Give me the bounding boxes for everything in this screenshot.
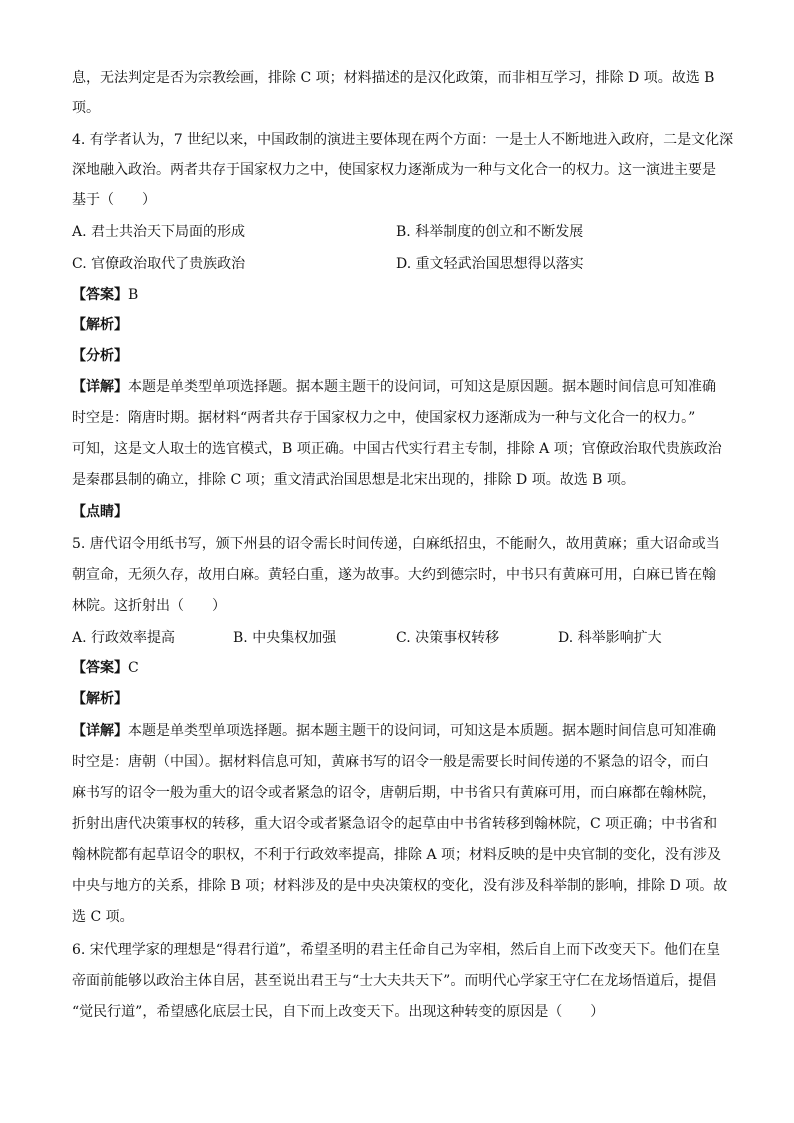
q4-dianjing-tag: 【点睛】	[72, 504, 128, 520]
q5-answer	[72, 658, 139, 678]
q5-option-a: A. 行政效率提高	[72, 630, 176, 646]
q4-analysis-tag: 【解析】	[72, 317, 128, 333]
q4-option-c: C. 官僚政治取代了贵族政治	[72, 256, 246, 272]
q5-detail-line-1	[72, 721, 716, 741]
q5-detail-line-7: 选 C 项。	[72, 909, 134, 925]
q4-detail-line-3: 可知，这是文人取士的选官模式，B 项正确。中国古代实行君主专制，排除 A 项；官僚政治取代贵族政治	[72, 441, 722, 457]
q5-stem-line-3: 林院。这折射出（ ）	[72, 598, 226, 614]
q5-detail-line-5: 翰林院都有起草诏令的职权，不利于行政效率提高，排除 A 项；材料反映的是中央官制的变化，没有涉及	[72, 847, 722, 863]
q5-option-d: D. 科举影响扩大	[558, 630, 662, 646]
q5-analysis-tag: 【解析】	[72, 691, 128, 707]
q5-stem-line-2: 朝宣命，无须久存，故用白麻。黄轻白重，遂为故事。大约到德宗时，中书只有黄麻可用，白麻已皆在翰	[72, 567, 716, 583]
q4-fenxi-tag: 【分析】	[72, 348, 128, 364]
detail-text: 本题是单类型单项选择题。据本题主题干的设问词，可知这是原因题。据本题时间信息可知准确	[128, 379, 716, 395]
answer-value: B	[128, 287, 139, 303]
q4-answer	[72, 285, 138, 305]
q4-stem-line-1: 4. 有学者认为，7 世纪以来，中国政制的演进主要体现在两个方面：一是士人不断地进入政府，二是文化深	[72, 132, 734, 148]
q6-stem-line-2: 帝面前能够以政治主体自居，甚至说出君王与“士大夫共天下”。而明代心学家王守仁在龙场悟道后，提倡	[72, 973, 717, 989]
answer-value: C	[128, 660, 139, 676]
answer-tag: 【答案】	[72, 287, 128, 303]
q4-option-d: D. 重文轻武治国思想得以落实	[396, 256, 584, 272]
q5-stem-line-1: 5. 唐代诏令用纸书写，颁下州县的诏令需长时间传递，白麻纸招虫，不能耐久，故用黄麻；重大诏命或当	[72, 536, 720, 552]
answer-tag: 【答案】	[72, 660, 128, 676]
detail-text: 本题是单类型单项选择题。据本题主题干的设问词，可知这是本质题。据本题时间信息可知准确	[128, 723, 716, 739]
q4-option-a: A. 君士共治天下局面的形成	[72, 224, 246, 240]
q4-detail-line-4: 是秦郡县制的确立，排除 C 项；重文清武治国思想是北宋出现的，排除 D 项。故选 B 项。	[72, 472, 635, 488]
q4-stem-line-2: 深地融入政治。两者共存于国家权力之中，使国家权力逐渐成为一种与文化合一的权力。这一演进主要是	[72, 162, 716, 178]
q4-option-b: B. 科举制度的创立和不断发展	[396, 224, 584, 240]
intro-line-2: 项。	[72, 100, 100, 116]
detail-tag: 【详解】	[72, 379, 128, 395]
q4-detail-line-2: 时空是：隋唐时期。据材料“两者共存于国家权力之中，使国家权力逐渐成为一种与文化合一的权力。”	[72, 410, 696, 426]
q5-detail-line-2: 时空是：唐朝（中国）。据材料信息可知，黄麻书写的诏令一般是需要长时间传递的不紧急的诏令，而白	[72, 754, 709, 770]
q5-detail-line-3: 麻书写的诏令一般为重大的诏令或者紧急的诏令，唐朝后期，中书省只有黄麻可用，而白麻都在翰林院，	[72, 785, 716, 801]
q5-option-b: B. 中央集权加强	[233, 630, 337, 646]
q4-stem-line-3: 基于（ ）	[72, 192, 156, 208]
q4-detail-line-1	[72, 377, 716, 397]
intro-line-1: 息，无法判定是否为宗教绘画，排除 C 项；材料描述的是汉化政策，而非相互学习，排除 D 项。故选 B	[72, 70, 715, 86]
q5-detail-line-6: 中央与地方的关系，排除 B 项；材料涉及的是中央决策权的变化，没有涉及科举制的影响，排除 D 项。故	[72, 878, 728, 894]
q5-option-c: C. 决策事权转移	[396, 630, 500, 646]
q6-stem-line-3: “觉民行道”，希望感化底层士民，自下而上改变天下。出现这种转变的原因是（ ）	[72, 1004, 605, 1020]
q6-stem-line-1: 6. 宋代理学家的理想是“得君行道”，希望圣明的君主任命自己为宰相，然后自上而下改变天下。他们在皇	[72, 942, 721, 958]
detail-tag: 【详解】	[72, 723, 128, 739]
q5-detail-line-4: 折射出唐代决策事权的转移，重大诏令或者紧急诏令的起草由中书省转移到翰林院，C 项正确；中书省和	[72, 816, 718, 832]
